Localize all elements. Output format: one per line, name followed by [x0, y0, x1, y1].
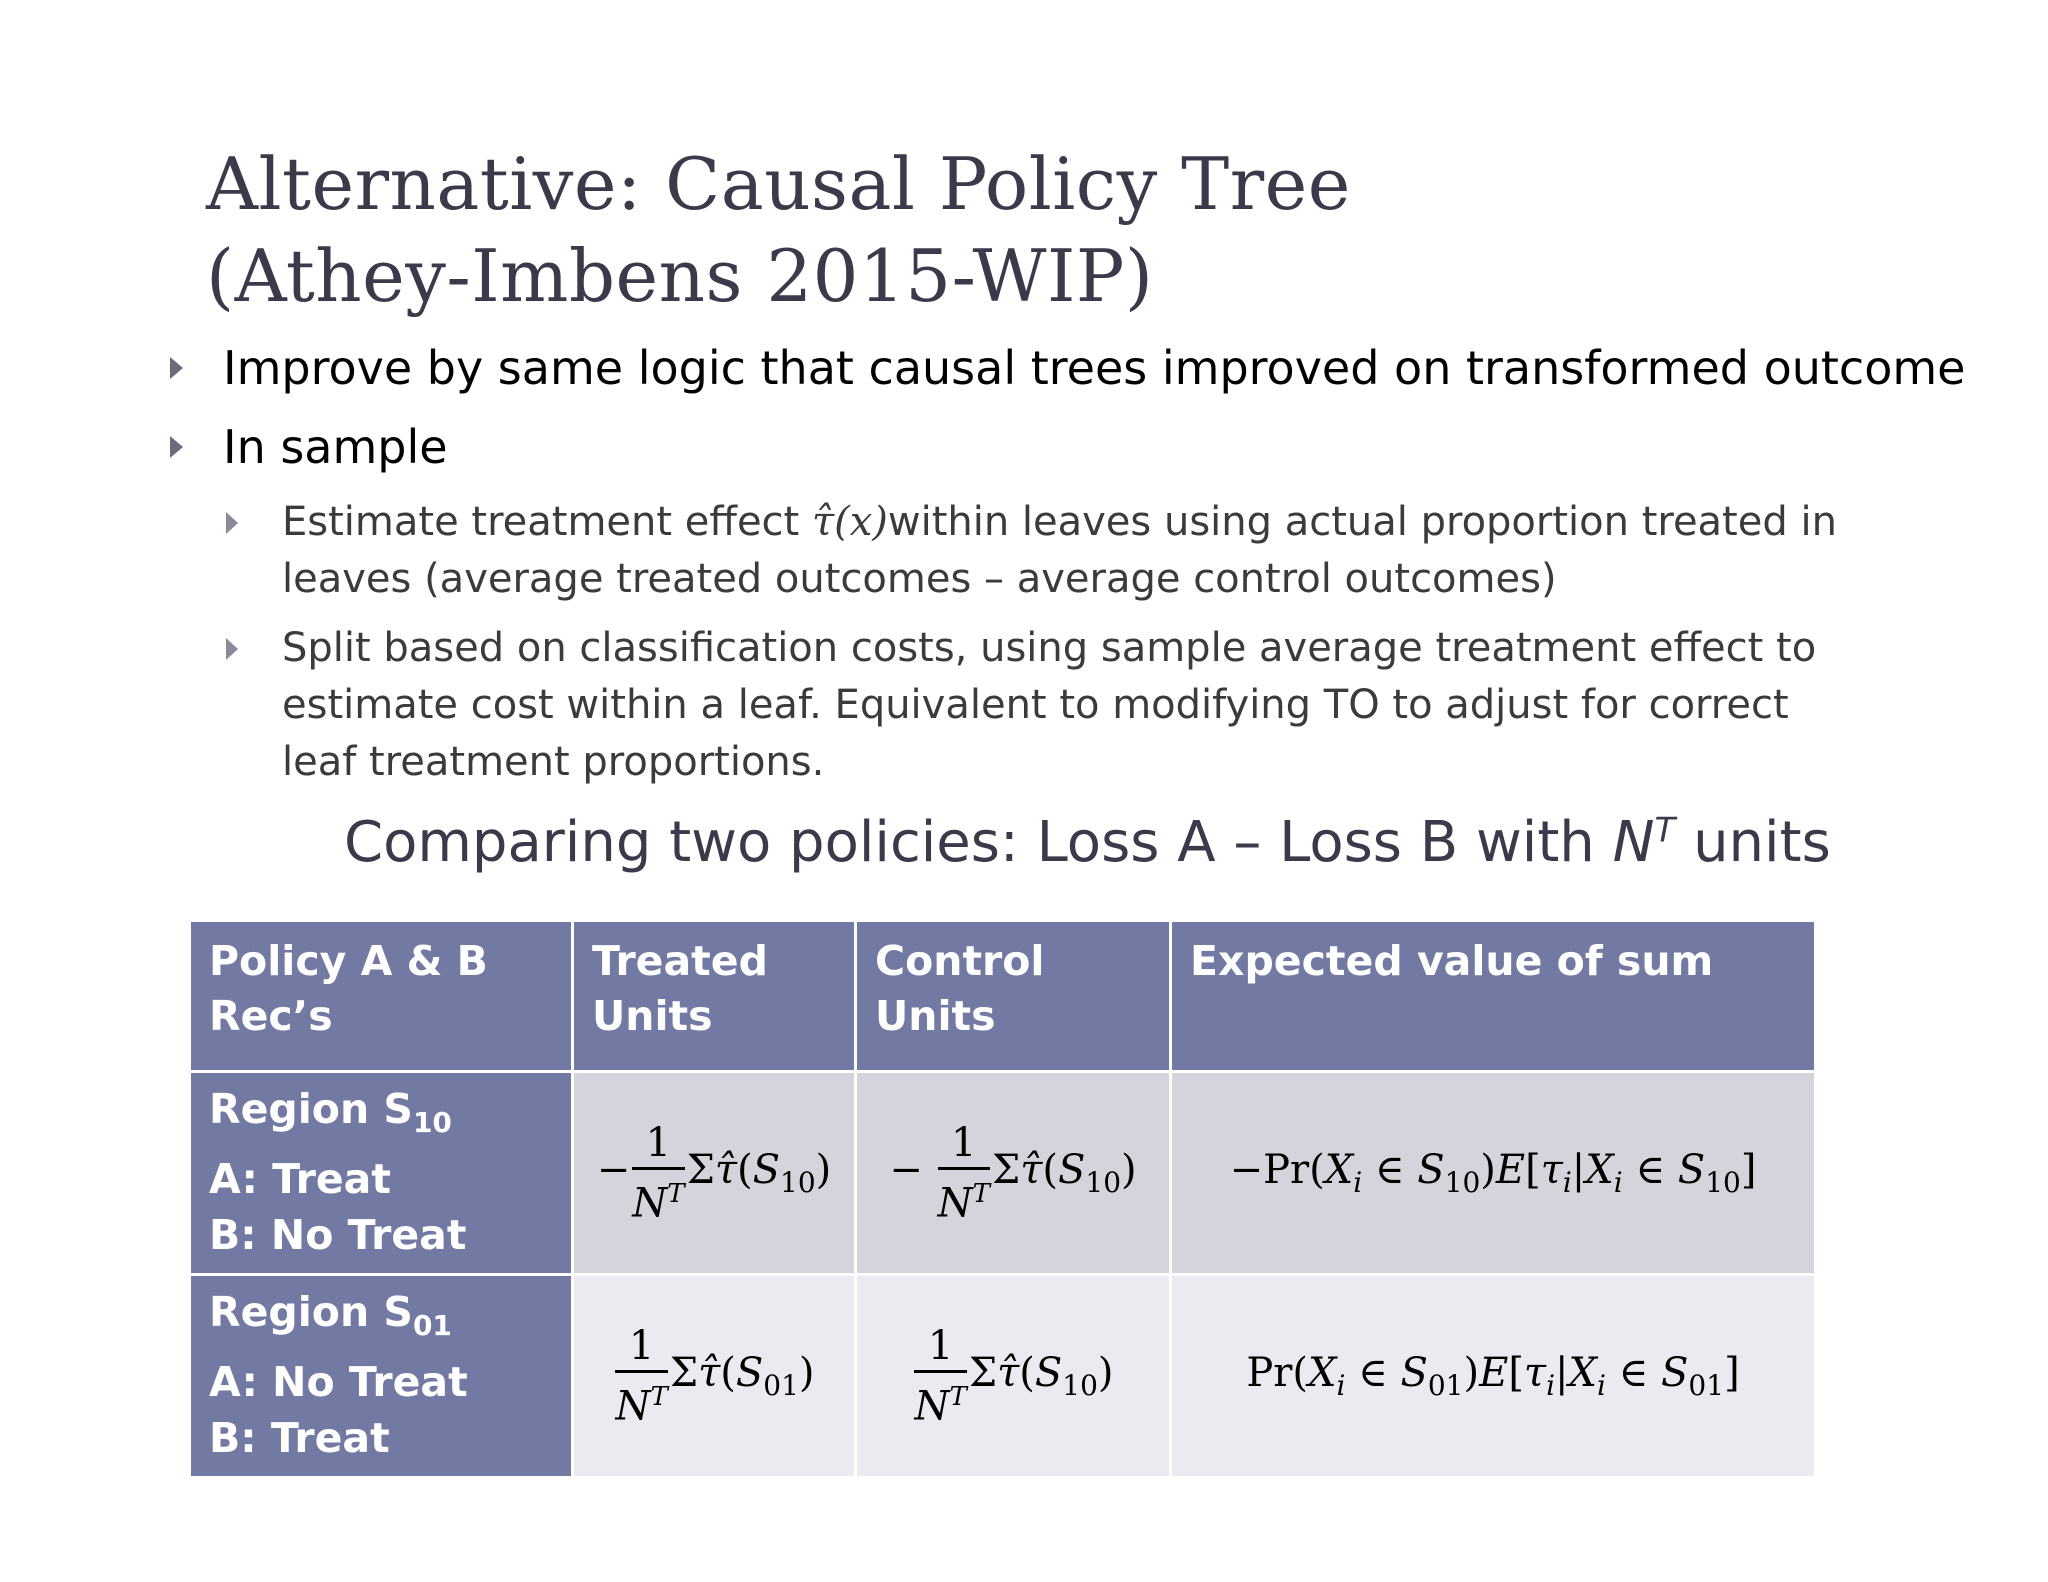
- header-control-units: Control Units: [856, 921, 1171, 1072]
- cell-s10-treated: − $\frac{1}{N^T}$ $\Sigma\taû(S_{10})$: [573, 1072, 856, 1275]
- table-row: [190, 1275, 1816, 1478]
- cell-s01-treated: $\frac{1}{N^T}$ $\Sigma\taû(S_{01})$: [573, 1275, 856, 1478]
- bullet-arrow-icon: [170, 436, 183, 458]
- table-header-row: [190, 921, 1816, 1072]
- row-label-s01: Region $S_{01}$ A: No Treat B: Treat: [190, 1275, 573, 1478]
- cell-s01-expected: $Pr(X_i$ ∈ $S_{01})E[\tau_i|X_i$ ∈ $S_{01}$]: [1171, 1275, 1816, 1478]
- header-expected-value: Expected value of sum: [1171, 921, 1816, 1072]
- cell-s10-expected: $-Pr(X_i$ ∈ $S_{10})E[\tau_i|X_i$ ∈ $S_{10}$]: [1171, 1072, 1816, 1275]
- sub-bullet-arrow-icon: [226, 512, 238, 534]
- tau-hat-formula: τ̂(x): [811, 499, 888, 545]
- row-label-s10: Region $S_{10}$ A: Treat B: No Treat: [190, 1072, 573, 1275]
- bullet-1-text: Improve by same logic that causal trees improved on transformed outcome: [223, 341, 1966, 395]
- title-line-2: (Athey-Imbens 2015-WIP): [206, 234, 1154, 318]
- sub-bullet-arrow-icon: [226, 638, 238, 660]
- header-policy: Policy A & B Rec’s: [190, 921, 573, 1072]
- title-line-1: Alternative: Causal Policy Tree: [206, 142, 1351, 226]
- sub-bullet-1-text: Estimate treatment effect τ̂(x)within leaves using actual proportion treated in leaves (average treated outcomes – average control outcomes): [282, 499, 1837, 602]
- bullet-arrow-icon: [170, 357, 183, 379]
- sub-bullet-2-text: Split based on classification costs, using sample average treatment effect to estimate cost within a leaf. Equivalent to modifying TO to adjust for correct leaf treatment proportions.: [282, 625, 1817, 785]
- table-row: [190, 1072, 1816, 1275]
- bullet-2-text: In sample: [223, 420, 448, 474]
- policy-comparison-table: [188, 919, 1817, 1479]
- cell-s10-control: − $\frac{1}{N^T}$ $\Sigma\taû(S_{10})$: [856, 1072, 1171, 1275]
- slide-title: [206, 138, 1706, 322]
- comparison-heading: Comparing two policies: Loss A – Loss B with $N^T$ units: [344, 810, 1831, 875]
- header-treated-units: Treated Units: [573, 921, 856, 1072]
- cell-s01-control: $\frac{1}{N^T}$ $\Sigma\taû(S_{10})$: [856, 1275, 1171, 1478]
